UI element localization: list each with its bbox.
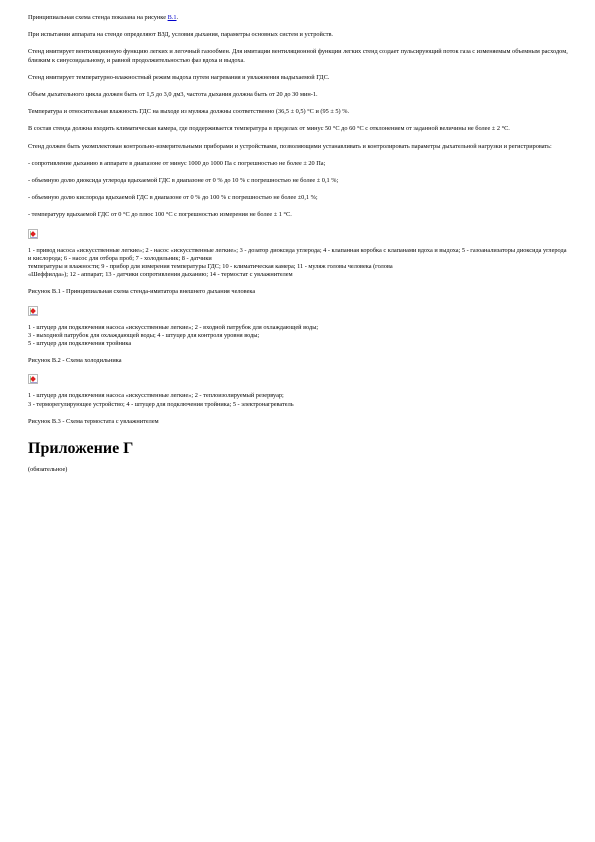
figure-link-b1[interactable]: В.1 [167, 14, 177, 21]
paragraph-end: . [176, 14, 179, 21]
paragraph-exhale-mode: Стенд имитирует температурно-влажностный режим выдоха путем нагревания и увлажнения выдыхаемой ГДС. [28, 73, 330, 81]
paragraph-scheme-reference [28, 14, 568, 22]
list-item-oxygen: - объемную долю кислорода вдыхаемой ГДС в диапазоне от 0 % до 100 % с погрешностью не более ±0,1 %; [28, 194, 318, 202]
figure3-legend-line: 1 - штуцер для подключения насоса «искусственные легкие»; 2 - теплоизолируемый резервуар; [28, 392, 284, 400]
paragraph-breath-volume: Объем дыхательного цикла должен быть от 1,5 до 3,0 дм3, частота дыхания должна быть от 20 до 30 мин-1. [28, 91, 318, 99]
paragraph-text: Принципиальная схема стенда показана на рисунке [28, 14, 168, 21]
figure1-legend-line: 1 - привод насоса «искусственные легкие»; 2 - насос «искусственные легкие»; 3 - дозатор диоксида углерода; 4 - клапанная коробка с клапанами вдоха и выдоха; 5 - газоанализаторы диоксида углерода и кислорода; 6 - насос для отбора проб; 7 - холодильник; 8 - датчики [28, 246, 567, 262]
figure2-legend-line: 3 - выходной патрубок для охлаждающей воды; 4 - штуцер для контроля уровня воды; [28, 331, 260, 339]
paragraph-instruments: Стенд должен быть укомплектован контрольно-измерительными приборами и устройствами, позволяющими устанавливать и контролировать параметры дыхательной нагрузки и регистрировать: [28, 142, 552, 150]
figure2-legend [28, 324, 568, 349]
figure2-caption: Рисунок В.2 - Схема холодильника [28, 357, 122, 365]
list-item-resistance: - сопротивление дыханию в аппарате в диапазоне от минус 1000 до 1000 Па с погрешностью не более ± 20 Па; [28, 159, 326, 167]
figure2-legend-line: 1 - штуцер для подключения насоса «искусственные легкие»; 2 - входной патрубок для охлаждающей воды; [28, 323, 319, 331]
figure3-legend [28, 392, 568, 408]
paragraph-ventilation: Стенд имитирует вентиляционную функцию легких и легочный газообмен. Для имитации вентиляционной функции легких стенд создает пульсирующий поток газа с изменяемым объемным расходом, близким к синусоидальному, и равной продолжительностью фаз вдоха и выдоха. [28, 48, 568, 64]
appendix-title: Приложение Г [28, 440, 134, 458]
broken-image-icon [28, 306, 38, 316]
figure1-legend [28, 247, 568, 280]
figure3-caption: Рисунок В.3 - Схема термостата с увлажнителем [28, 417, 159, 425]
appendix-subtitle: (обязательное) [28, 466, 68, 474]
paragraph-climate-chamber: В состав стенда должна входить климатическая камера, где поддерживается температура в пределах от минус 50 °С до 60 °С с отклонением от заданной величины не более ± 2 °С. [28, 125, 510, 133]
broken-image-icon [28, 229, 38, 239]
figure2-legend-line: 5 - штуцер для подключения тройника [28, 340, 132, 348]
document-page [28, 14, 568, 474]
figure1-caption: Рисунок В.1 - Принципиальная схема стенда-имитатора внешнего дыхания человека [28, 288, 256, 296]
paragraph-temperature-humidity: Температура и относительная влажность ГДС на выходе из муляжа должны соответственно (36,5 ± 0,5) °С и (95 ± 5) %. [28, 108, 350, 116]
list-item-temperature: - температуру вдыхаемой ГДС от 0 °С до плюс 100 °С с погрешностью измерения не более ± 1 °С. [28, 211, 292, 219]
figure1-legend-line: температуры и влажности; 9 - прибор для измерения температуры ГДС; 10 - климатическая камера; 11 - муляж головы человека (голова [28, 263, 393, 271]
figure3-legend-line: 3 - терморегулирующее устройство; 4 - штуцер для подключения тройника; 5 - электронагреватель [28, 400, 294, 408]
list-item-co2: - объемную долю диоксида углерода вдыхаемой ГДС в диапазоне от 0 % до 10 % с погрешностью не более ± 0,1 %; [28, 177, 339, 185]
paragraph-testing: При испытании аппарата на стенде определяют ВЗД, условия дыхания, параметры основных систем и устройств. [28, 31, 333, 39]
broken-image-icon [28, 374, 38, 384]
figure1-legend-line: «Шеффилда»); 12 - аппарат; 13 - датчики сопротивления дыханию; 14 - термостат с увлажнителем [28, 271, 293, 279]
